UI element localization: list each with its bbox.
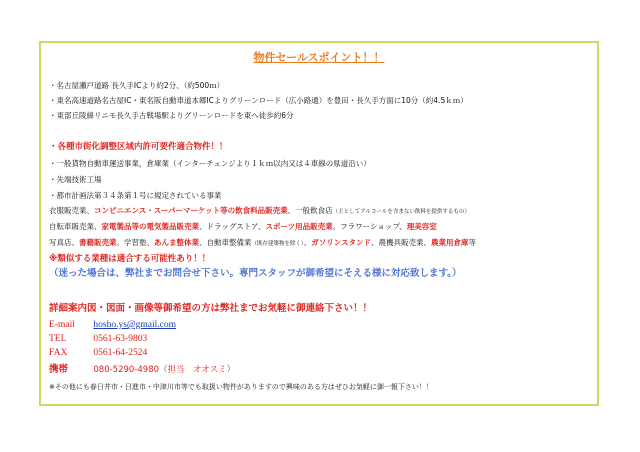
email-link[interactable]: hosho.ys@gmail.com <box>93 320 177 330</box>
business-segment: あんま整体業 <box>154 238 199 247</box>
mobile-label: 携帯 <box>49 365 69 375</box>
business-segment: 理美容室 <box>406 222 437 231</box>
permit-item-1: ・一般貨物自動車運送事業，倉庫業（インターチェンジより１ｋｍ以内又は４車線の県道沿い） <box>49 159 371 168</box>
business-row-3 <box>49 238 476 249</box>
tel-label: TEL <box>49 334 67 344</box>
business-segment: 、 <box>303 238 312 247</box>
tel-value: 0561-63-9803 <box>93 334 148 344</box>
footer-note: ※その他にも春日井市・日進市・中津川市等でも取扱い物件がありますので興味のある方はぜひお気軽に御一報下さい！！ <box>49 383 433 391</box>
business-segment: 書籍販売業 <box>79 238 117 247</box>
business-segment: 、自動車整備業 <box>199 238 252 247</box>
fax-label: FAX <box>49 348 68 358</box>
business-row-2 <box>49 222 437 232</box>
permit-item-2: ・先端技術工場 <box>49 175 102 184</box>
similar-note: （迷った場合は、弊社までお問合せ下さい。専門スタッフが御希望にそえる様に対応致します。） <box>49 268 462 279</box>
business-segment: 写真店、 <box>49 238 79 247</box>
access-line-3: ・東部丘陵線リニモ長久手古戦場駅よりグリーンロードを東へ徒歩約6分 <box>49 111 294 120</box>
similar-heading: ※類似する業種は適合する可能性あり！！ <box>49 254 211 264</box>
access-line-1: ・名古屋瀬戸道路 長久手ICより約2分、（約500ｍ） <box>49 81 225 90</box>
business-segment: 農業用倉庫 <box>431 238 469 247</box>
email-label: E-mail <box>49 320 75 330</box>
business-segment: ガソリンスタンド <box>311 238 372 247</box>
business-segment: 衣服販売業、 <box>49 206 94 215</box>
business-row-1 <box>49 206 470 217</box>
business-segment: 家電製品等の電気製品販売業 <box>101 222 199 231</box>
contact-heading: 詳細案内図・図面・画像等御希望の方は弊社までお気軽に御連絡下さい！！ <box>49 303 373 314</box>
business-segment: 、学習塾、 <box>116 238 154 247</box>
sales-points-panel <box>39 41 599 406</box>
fax-value: 0561-64-2524 <box>93 348 148 358</box>
business-segment: （既存建築物を除く） <box>251 241 304 247</box>
business-segment: 等 <box>468 238 477 247</box>
fax-row <box>49 348 147 358</box>
business-segment: 、一般飲食店 <box>287 206 333 215</box>
email-row <box>49 320 176 330</box>
tel-row <box>49 334 147 344</box>
business-segment: スポーツ用品販売業 <box>265 222 333 231</box>
mobile-value: 080-5290-4980（担当 オオスミ） <box>93 365 236 375</box>
panel-title: 物件セールスポイント！！ <box>253 51 385 64</box>
mobile-row <box>49 365 235 375</box>
business-segment: （主としてアルコールを含まない飲料を提供するもの） <box>332 209 470 215</box>
permit-item-3: ・都市計画法第３４条第１号に規定されている事業 <box>49 191 222 200</box>
access-line-2: ・東名高速道路名古屋IC・東名阪自動車道本郷ICよりグリーンロード（広小路通）を豊田・長久手方面に10分（約4.5ｋｍ） <box>49 96 468 105</box>
business-segment: 、農機具販売業、 <box>371 238 432 247</box>
permit-heading: ・各種市街化調整区域内許可要件適合物件！！ <box>49 142 228 152</box>
business-segment: 自転車販売業、 <box>49 222 102 231</box>
business-segment: コンビニエンス・スーパーマーケット等の飲食料品販売業 <box>94 206 288 215</box>
business-segment: 、ドラッグストア、 <box>199 222 266 231</box>
business-segment: 、フラワーショップ、 <box>332 222 407 231</box>
